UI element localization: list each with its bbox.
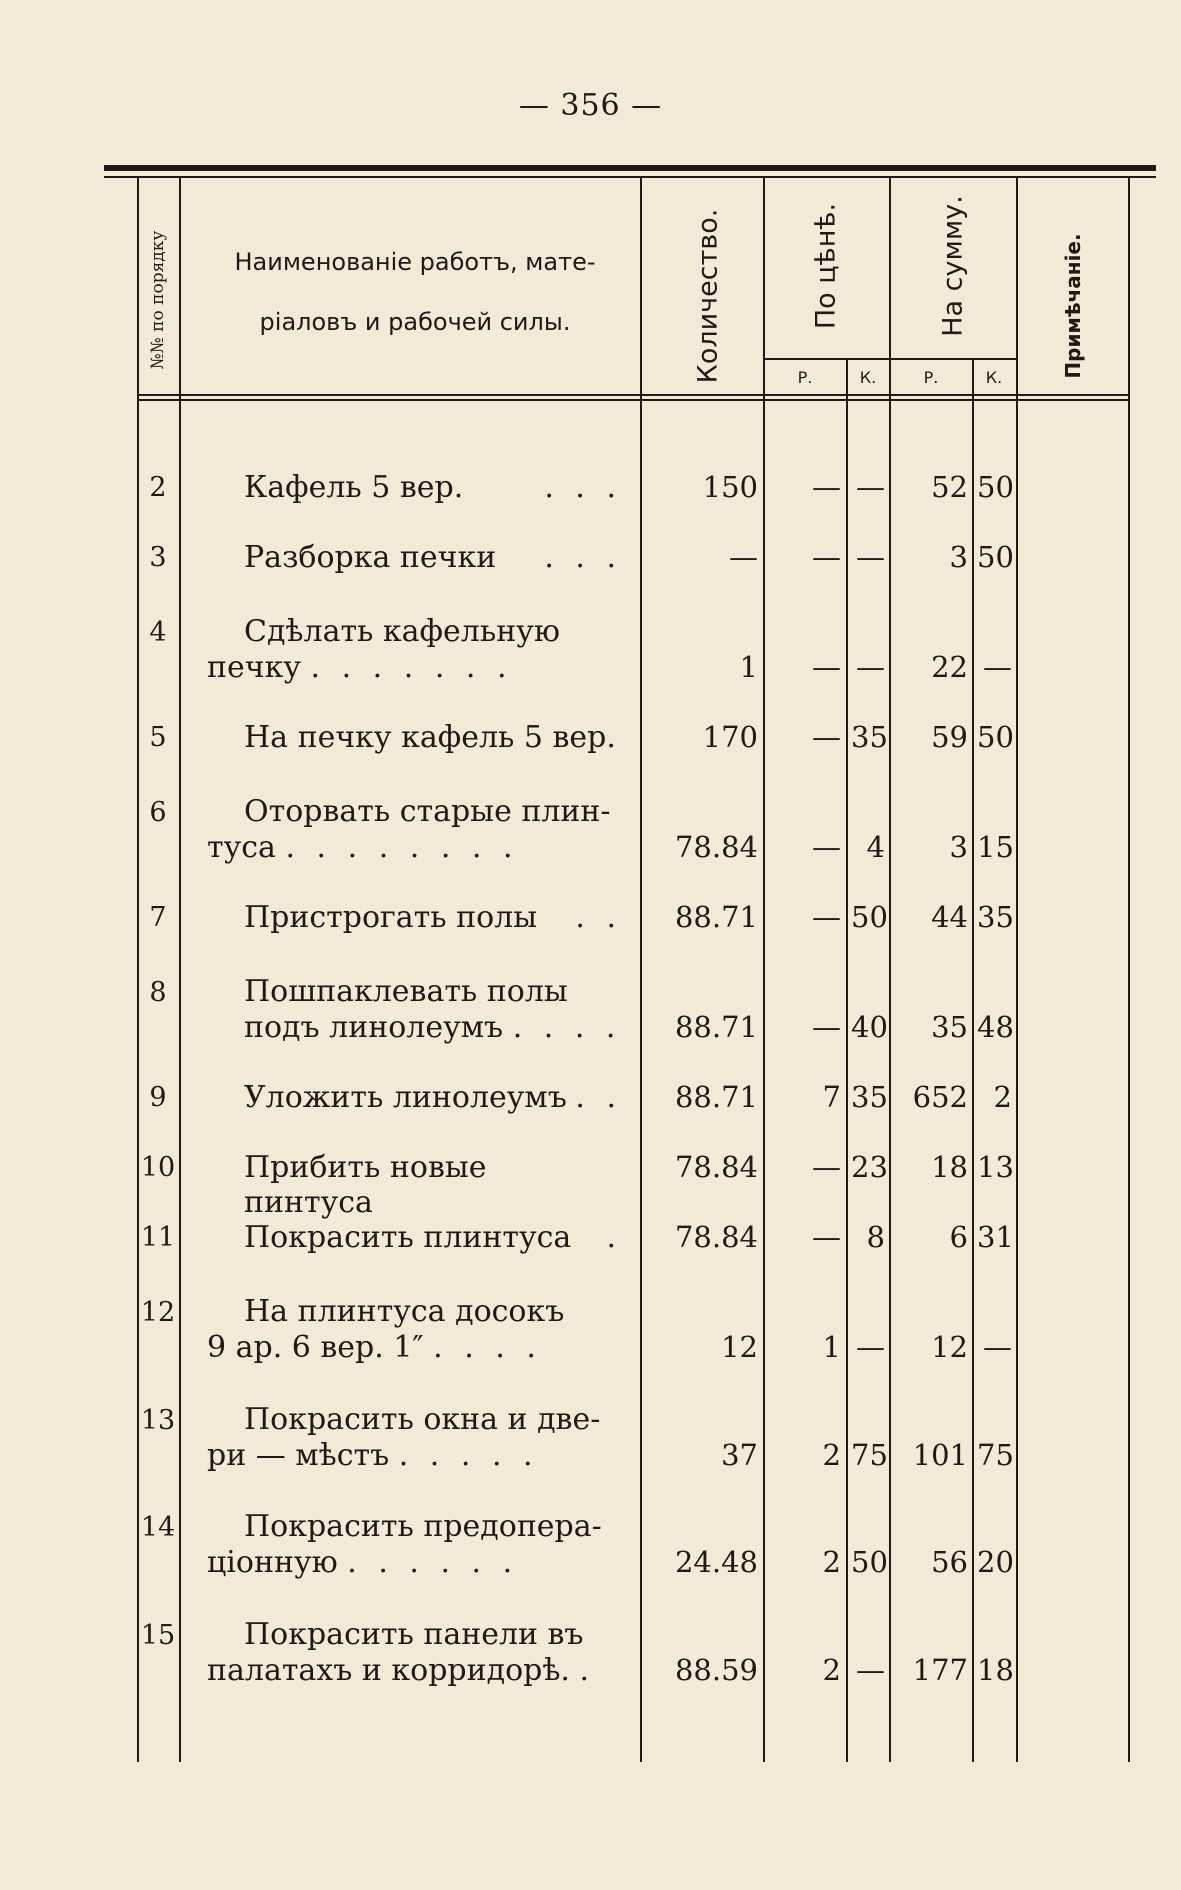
row-number: 8 — [149, 977, 167, 1008]
header-sum-kop: К. — [985, 368, 1003, 387]
sum-rub-cell: 56 — [931, 1545, 968, 1579]
price-kop-cell: — — [856, 540, 885, 574]
price-rub-cell: 2 — [822, 1653, 841, 1687]
row-title — [244, 540, 622, 575]
sum-kop-cell: 50 — [977, 470, 1014, 504]
row-title-text: палатахъ и корридорѣ. — [207, 1653, 570, 1688]
sum-rub-cell: 3 — [949, 540, 968, 574]
grid-line — [972, 360, 974, 1762]
price-rub-cell: — — [812, 1220, 841, 1254]
sum-rub-cell: 18 — [931, 1150, 968, 1184]
price-kop-cell: 75 — [851, 1438, 888, 1472]
quantity-cell: 170 — [702, 720, 758, 754]
row-title — [244, 900, 622, 935]
row-number: 11 — [140, 1222, 176, 1253]
row-title-text: На печку кафель 5 вер. — [244, 720, 616, 755]
row-title-continued — [207, 830, 622, 865]
row-title-dots: . — [579, 1653, 596, 1688]
row-number: 7 — [149, 902, 167, 933]
quantity-cell: 78.84 — [674, 830, 758, 864]
header-note: Примѣчаніе. — [1061, 233, 1085, 379]
row-title-text: Оторвать старые плин- — [244, 794, 611, 829]
header-price-rub: Р. — [797, 368, 813, 387]
grid-line — [179, 176, 181, 1762]
grid-line — [1016, 176, 1018, 1762]
quantity-cell: 1 — [739, 650, 758, 684]
row-title-text: Прибить новые пинтуса — [244, 1150, 487, 1220]
row-title-text: Пристрогать полы — [244, 900, 538, 935]
top-rule-thick — [104, 165, 1156, 171]
sum-rub-cell: 59 — [931, 720, 968, 754]
quantity-cell: 88.71 — [674, 1010, 758, 1044]
grid-line — [763, 176, 765, 1762]
sum-kop-cell: 15 — [977, 830, 1014, 864]
row-title — [244, 1294, 622, 1329]
price-kop-cell: — — [856, 1653, 885, 1687]
row-number: 12 — [140, 1297, 176, 1328]
price-kop-cell: 8 — [866, 1220, 885, 1254]
row-number: 2 — [149, 472, 167, 503]
quantity-cell: — — [729, 540, 758, 574]
grid-line — [763, 358, 1016, 360]
row-title-dots: . . . — [544, 470, 622, 505]
price-rub-cell: 2 — [822, 1545, 841, 1579]
sum-kop-cell: 35 — [977, 900, 1014, 934]
row-number: 14 — [140, 1512, 176, 1543]
row-number: 5 — [149, 722, 167, 753]
header-number: №№ по порядку — [148, 230, 168, 370]
sum-rub-cell: 52 — [931, 470, 968, 504]
row-title-continued — [207, 1438, 622, 1473]
sum-kop-cell: 2 — [993, 1080, 1012, 1114]
price-rub-cell: 1 — [822, 1330, 841, 1364]
grid-line — [889, 176, 891, 1762]
sum-kop-cell: — — [983, 650, 1012, 684]
price-rub-cell: 7 — [822, 1080, 841, 1114]
grid-line — [640, 176, 642, 1762]
row-number: 4 — [149, 617, 167, 648]
sum-rub-cell: 22 — [931, 650, 968, 684]
header-price-kop: К. — [859, 368, 877, 387]
price-kop-cell: 35 — [851, 1080, 888, 1114]
page-number: — 356 — — [518, 88, 663, 123]
row-number: 6 — [149, 797, 167, 828]
price-kop-cell: 23 — [851, 1150, 888, 1184]
row-number: 3 — [149, 542, 167, 573]
sum-rub-cell: 12 — [931, 1330, 968, 1364]
sum-kop-cell: 50 — [977, 720, 1014, 754]
price-rub-cell: — — [812, 470, 841, 504]
row-title — [244, 720, 622, 755]
price-rub-cell: — — [812, 650, 841, 684]
row-title — [244, 1150, 622, 1220]
sum-kop-cell: 75 — [977, 1438, 1014, 1472]
sum-rub-cell: 44 — [931, 900, 968, 934]
row-title-text: Разборка печки — [244, 540, 497, 575]
row-title-text: Кафель 5 вер. — [244, 470, 464, 505]
grid-line — [137, 394, 1128, 396]
sum-rub-cell: 35 — [931, 1010, 968, 1044]
row-title — [244, 1220, 622, 1255]
sum-rub-cell: 177 — [912, 1653, 968, 1687]
grid-line — [137, 399, 1128, 401]
quantity-cell: 24.48 — [674, 1545, 758, 1579]
header-price: По цѣнѣ. — [810, 202, 842, 330]
quantity-cell: 78.84 — [674, 1150, 758, 1184]
row-title-dots: . . . — [544, 540, 622, 575]
sum-rub-cell: 3 — [949, 830, 968, 864]
quantity-cell: 12 — [721, 1330, 758, 1364]
sum-kop-cell: 13 — [977, 1150, 1014, 1184]
quantity-cell: 88.71 — [674, 900, 758, 934]
row-title-continued — [207, 650, 622, 685]
row-title-text: На плинтуса досокъ — [244, 1294, 565, 1329]
sum-kop-cell: 20 — [977, 1545, 1014, 1579]
price-kop-cell: 4 — [866, 830, 885, 864]
price-kop-cell: — — [856, 1330, 885, 1364]
row-title-dots: . — [606, 1220, 622, 1255]
row-title-text: подъ линолеумъ — [244, 1010, 504, 1045]
header-name — [185, 232, 645, 352]
quantity-cell: 37 — [721, 1438, 758, 1472]
row-title-text: Покрасить плинтуса — [244, 1220, 572, 1255]
row-title — [244, 1080, 622, 1115]
quantity-cell: 78.84 — [674, 1220, 758, 1254]
row-title-text: Покрасить предопера- — [244, 1509, 602, 1544]
row-title-dots: . . . . — [512, 1010, 622, 1045]
row-title-text: Уложить линолеумъ — [244, 1080, 567, 1115]
row-title-text: Покрасить окна и две- — [244, 1402, 601, 1437]
sum-rub-cell: 6 — [949, 1220, 968, 1254]
row-number: 10 — [140, 1152, 176, 1183]
row-title-dots: . . . . . . . . — [285, 830, 519, 865]
row-title-dots: . . . . . . . — [310, 650, 513, 685]
row-title-dots: . . . . . . — [347, 1545, 519, 1580]
row-title-text: Сдѣлать кафельную — [244, 614, 560, 649]
row-title-text: Покрасить панели въ — [244, 1617, 584, 1652]
row-title-dots: . . . . . — [398, 1438, 539, 1473]
row-title-dots: . . — [575, 900, 622, 935]
row-title-text: Пошпаклевать полы — [244, 974, 568, 1009]
row-title-text: печку — [207, 650, 301, 685]
row-title — [244, 614, 622, 649]
row-title — [244, 974, 622, 1009]
price-kop-cell: — — [856, 470, 885, 504]
quantity-cell: 88.71 — [674, 1080, 758, 1114]
row-title-continued — [207, 1653, 622, 1688]
quantity-cell: 88.59 — [674, 1653, 758, 1687]
row-title — [244, 470, 622, 505]
row-title-continued — [207, 1545, 622, 1580]
price-kop-cell: 50 — [851, 1545, 888, 1579]
price-rub-cell: 2 — [822, 1438, 841, 1472]
row-title-text: туса — [207, 830, 276, 865]
row-title-dots: . . — [575, 1080, 622, 1115]
sum-kop-cell: 50 — [977, 540, 1014, 574]
row-title-dots: . . . . — [433, 1330, 542, 1365]
row-title-text: ри — мѣстъ — [207, 1438, 390, 1473]
sum-rub-cell: 101 — [912, 1438, 968, 1472]
row-title — [244, 1617, 622, 1652]
quantity-cell: 150 — [702, 470, 758, 504]
sum-rub-cell: 652 — [912, 1080, 968, 1114]
sum-kop-cell: — — [983, 1330, 1012, 1364]
row-title — [244, 1509, 622, 1544]
sum-kop-cell: 31 — [977, 1220, 1014, 1254]
header-sum-rub: Р. — [923, 368, 939, 387]
price-kop-cell: — — [856, 650, 885, 684]
header-quantity: Количество. — [692, 208, 724, 384]
row-title-continued — [244, 1010, 622, 1045]
row-number: 9 — [149, 1082, 167, 1113]
price-rub-cell: — — [812, 900, 841, 934]
row-title — [244, 1402, 622, 1437]
price-rub-cell: — — [812, 830, 841, 864]
header-sum: На сумму. — [937, 195, 969, 337]
grid-line — [1128, 176, 1130, 1762]
grid-line — [846, 360, 848, 1762]
row-number: 13 — [140, 1405, 176, 1436]
price-kop-cell: 40 — [851, 1010, 888, 1044]
row-number: 15 — [140, 1620, 176, 1651]
row-title-continued — [207, 1330, 622, 1365]
price-rub-cell: — — [812, 1010, 841, 1044]
top-rule-thin — [104, 176, 1156, 178]
price-rub-cell: — — [812, 540, 841, 574]
header-name-line1: Наименованіе работъ, мате- — [234, 248, 596, 276]
price-kop-cell: 35 — [851, 720, 888, 754]
sum-kop-cell: 48 — [977, 1010, 1014, 1044]
header-name-line2: ріаловъ и рабочей силы. — [259, 308, 571, 336]
price-kop-cell: 50 — [851, 900, 888, 934]
sum-kop-cell: 18 — [977, 1653, 1014, 1687]
row-title-text: ціонную — [207, 1545, 338, 1580]
row-title — [244, 794, 622, 829]
price-rub-cell: — — [812, 1150, 841, 1184]
price-rub-cell: — — [812, 720, 841, 754]
row-title-text: 9 ар. 6 вер. 1″ — [207, 1330, 424, 1365]
